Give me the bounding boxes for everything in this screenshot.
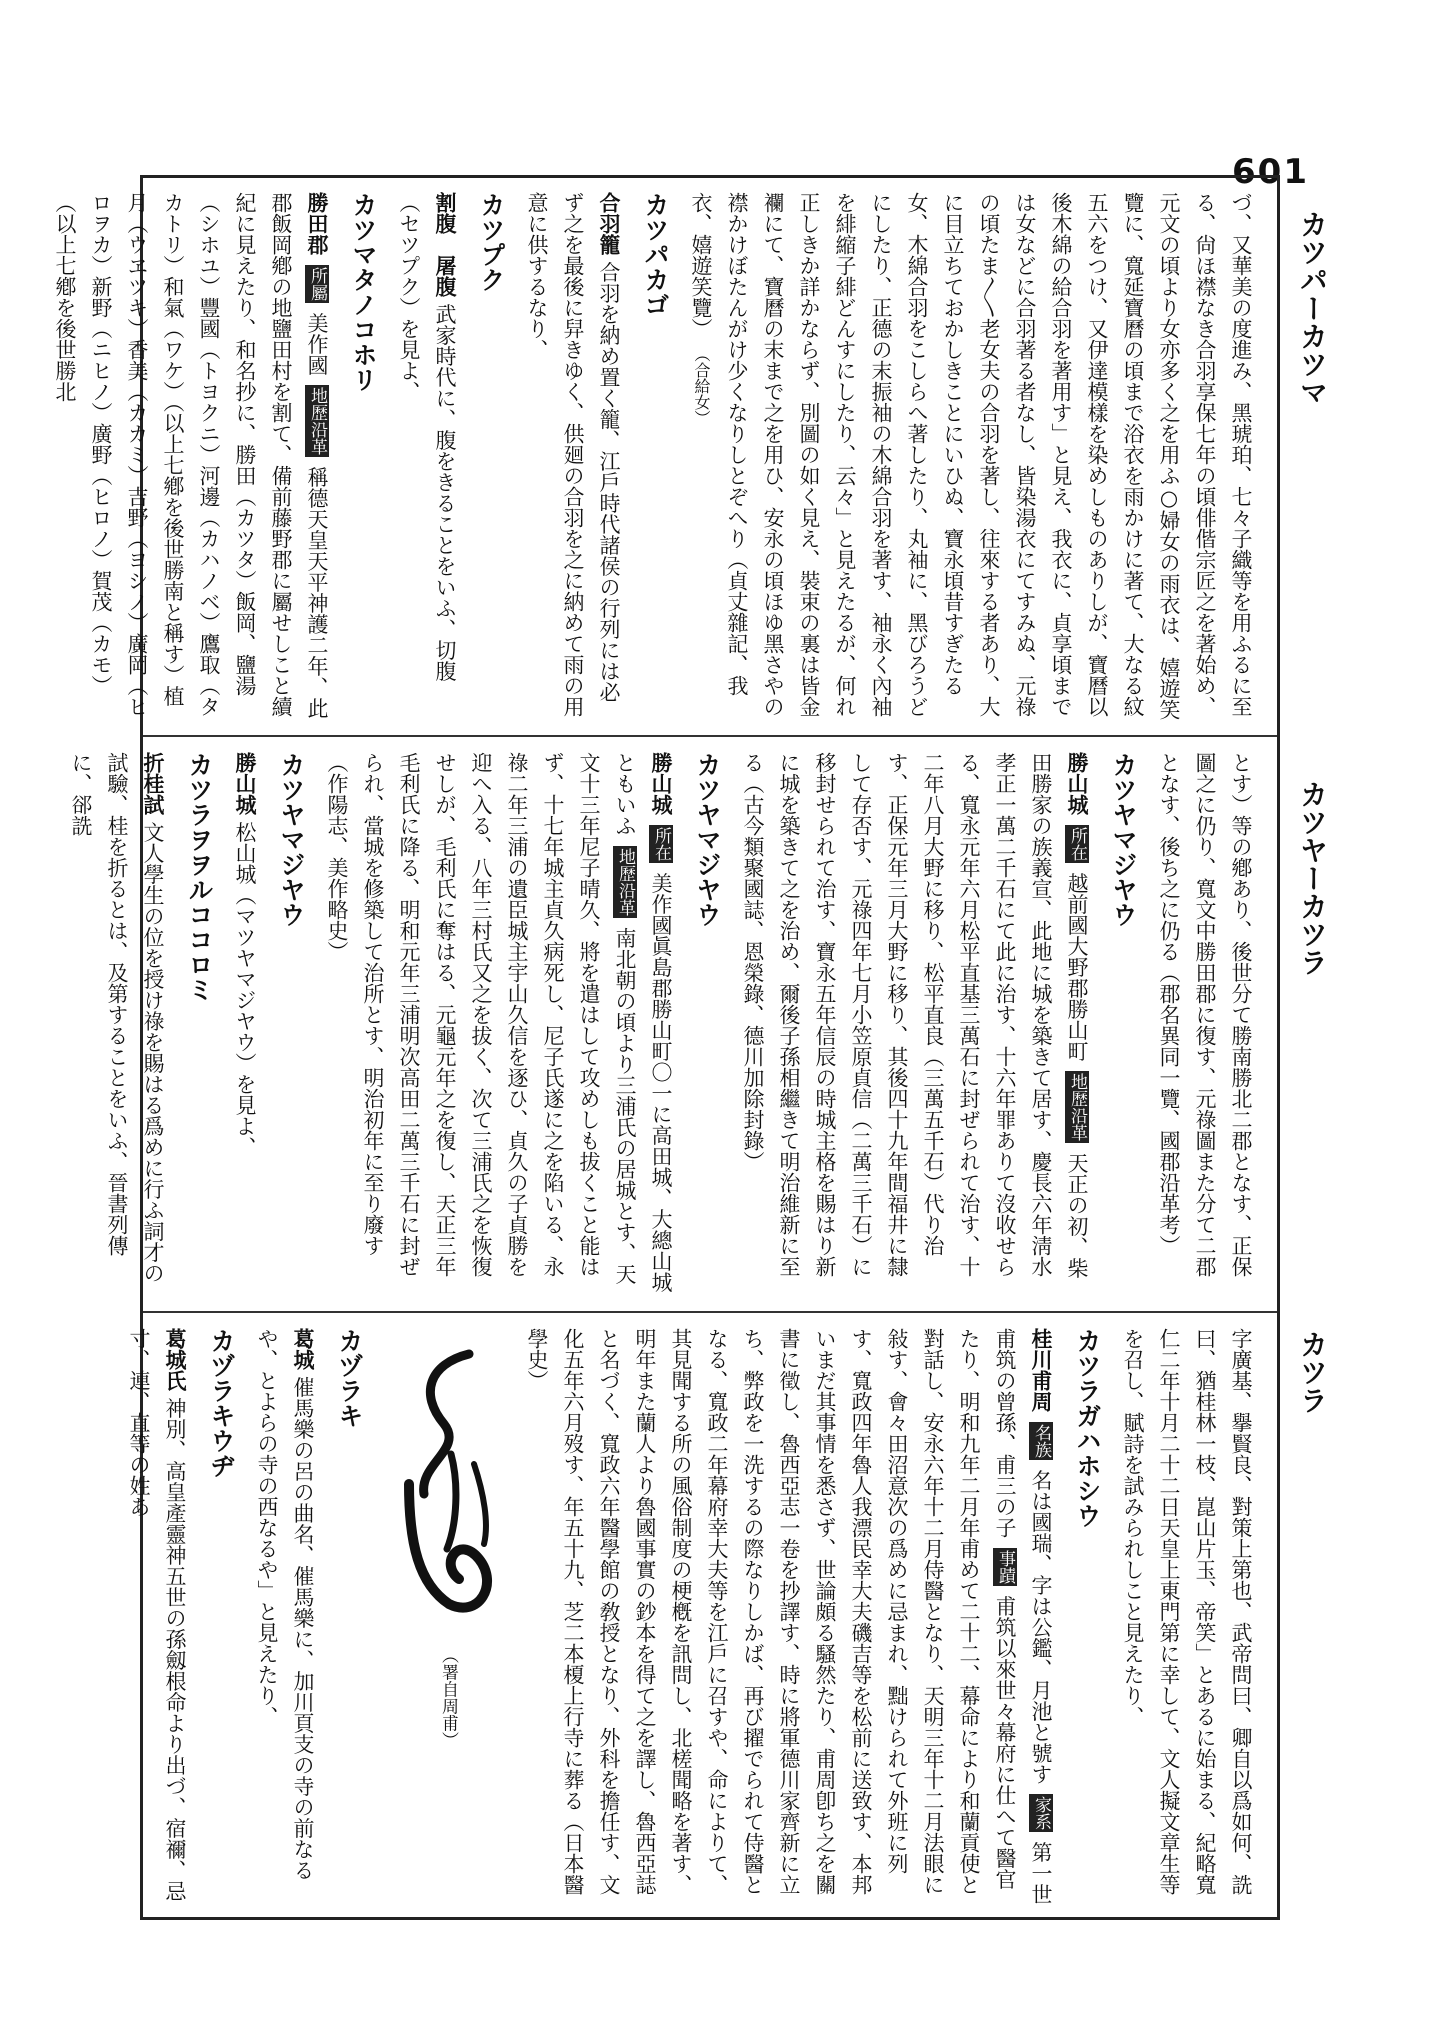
badge-label: 地歷沿革 bbox=[307, 387, 327, 456]
paragraph bbox=[1151, 752, 1259, 1296]
badge-label: 名族 bbox=[1031, 1423, 1051, 1458]
tier-upper bbox=[53, 178, 1277, 734]
entry-kanji: 桂川甫周 bbox=[1029, 1328, 1054, 1412]
entry-katsurawooru bbox=[63, 752, 217, 1296]
entry-katsumatanokohori bbox=[47, 192, 381, 720]
entry-body: 甫筑以來世々幕府に仕へて醫官たり、明和九年二月年甫めて二十二、幕命により和蘭貢使と對話し、安永六年十二月侍醫となり、天明三年十二月法眼に敍す、會々田沼意次の爲めに忌まれ、黜けられて外班に列す、寬政四年魯人我漂民幸大夫磯吉等を松前に送致す、本邦いまだ其事情を悉さず、世論頗る騷然たり、甫周卽ち之を關書に徵し、魯西亞志一卷を抄譯す、時に將軍德川家齊新に立ち、弊政を一洗するの際なりしかば、再び擢でられて侍醫となる、寬政二年幕府幸大夫等を江戶に召すや、命によりて、其見聞する所の風俗制度の梗槪を訊問し、北槎聞略を著す、明年また蘭人より魯國事實の鈔本を得て之を譯し、魯西亞誌と名づく、寬政六年醫學館の敎授となり、外科を擔任す、文化五年六月歿す、年五十九、芝二本榎上行寺に葬る（日本醫學史） bbox=[525, 1328, 1017, 1895]
entry-katsuragawahoshiu bbox=[519, 1328, 1105, 1906]
seal-caption: （署自周甫） bbox=[438, 1646, 458, 1749]
entry-body: 神別、高皇產靈神五世の孫劔根命より出づ、宿禰、忌寸、連、直等の姓あ bbox=[127, 1328, 187, 1902]
entry-headword: カツヤマジヤウ bbox=[277, 752, 306, 927]
entry-kanji: 葛城氏 bbox=[163, 1328, 188, 1391]
body-text: づ、又華美の度進み、黑琥珀、七々子織等を用ふるに至る、尙ほ襟なき合羽享保七年の頃俳偕宗匠之を著始め、元文の頃より女亦多く之を用ふ○婦女の雨衣は、嬉遊笑覽に、寬延寶曆の頃まで浴衣を雨かけに著て、大なる紋五六をつけ、又伊達模樣を染めしものありしが、寶曆以後木綿の給合羽を著用す」と見え、我衣に、貞享頃までは女などに合羽著る者なし、皆染湯衣にてすみぬ、元祿の頃たま〳〵老女夫の合羽を著し、往來する者あり、大に目立ちておかしきことにいひぬ、寶永頃昔すぎたる女、木綿合羽をこしらへ著したり、丸袖に、黑びろうどにしたり、正德の末振袖の木綿合羽を著す、袖永く內袖を緋縮子緋どんすにしたり、云々」と見えたるが、何れ正しきか詳かならず、別圖の如く見え、裝束の裏は皆金襴にて、寶曆の末まで之を用ひ、安永の頃ほゆ黑さやの襟かけぼたんがけ少くなりしとぞへり（貞丈雜記、我衣、嬉遊笑覽） bbox=[689, 192, 1253, 720]
entry-kanji: 勝田郡 bbox=[305, 192, 330, 255]
running-head-upper: カツパーカツマ bbox=[1296, 210, 1329, 406]
entry-katsuyamajiyau-ref bbox=[227, 752, 309, 1296]
entry-headword: カツプク bbox=[477, 192, 506, 292]
entry-body: 稱德天皇天平神護二年、此郡飯岡鄕の地鹽田村を割て、備前藤野郡に屬せしこと續紀に見えたり、和名抄に、勝田（カツタ）飯岡、鹽湯（シホユ）豐國（トヨクニ）河邊（カハノベ）鷹取（タカトリ）和氣（ワケ）（以上七鄕を後世勝南と稱す）植月（ウヱツキ）香美（カカミ）吉野（ヨシノ）廣岡（ヒロヲカ）新野（ニヒノ）廣野（ヒロノ）賀茂（カモ）（以上七鄕を後世勝北 bbox=[53, 192, 329, 719]
entry-headword: カヅラキ bbox=[335, 1328, 364, 1428]
page-number: 601 bbox=[1232, 152, 1309, 192]
page-frame bbox=[53, 175, 1280, 1920]
entry-katsuyamajiyau-echizen bbox=[735, 752, 1141, 1296]
paragraph bbox=[683, 192, 1259, 720]
entry-headword: カツヤマジヤウ bbox=[1109, 752, 1138, 927]
entry-kanji: 割腹 屠腹 bbox=[433, 192, 458, 297]
entry-headword: カヅラキウヂ bbox=[207, 1328, 236, 1478]
entry-headword: カツラヲヲルココロミ bbox=[185, 752, 214, 1002]
paragraph bbox=[1115, 1328, 1259, 1906]
signature-brush-icon bbox=[389, 1334, 507, 1634]
entry-katsuyamajiyau-mimasaka bbox=[319, 752, 725, 1296]
entry-katsupakago bbox=[519, 192, 673, 720]
entry-kanji: 葛城 bbox=[291, 1328, 316, 1370]
entry-body: 武家時代に、腹をきることをいふ、切腹（セツプク）を見よ、 bbox=[397, 192, 457, 682]
running-head-lower: カツラ bbox=[1296, 1330, 1329, 1414]
entry-body: 合羽を納め置く籠、江戶時代諸侯の行列には必ず之を最後に舁きゆく、供廻の合羽を之に納めて雨の用意に供するなり、 bbox=[525, 192, 621, 717]
badge-label: 家系 bbox=[1031, 1796, 1051, 1831]
tier-lower bbox=[127, 1314, 1277, 1920]
entry-body: 美作國 bbox=[305, 312, 329, 376]
entry-kanji: 勝山城 bbox=[233, 752, 258, 815]
badge-label: 事蹟 bbox=[995, 1549, 1015, 1584]
badge-label: 所在 bbox=[1067, 826, 1087, 861]
entry-kazuraki bbox=[249, 1328, 367, 1906]
tier-middle bbox=[69, 738, 1277, 1310]
body-text: 字廣基、擧賢良、對策上第也、武帝問曰、卿自以爲如何、詵曰、猶桂林一枝、崑山片玉、帝笑」とあるに始まる、紀略寬仁二年十月二十二日天皇上東門第に幸して、文人擬文章生等を召し、賦詩を試みられしこと見えたり、 bbox=[1121, 1328, 1253, 1895]
running-head-middle: カツヤーカツラ bbox=[1296, 780, 1329, 976]
entry-kanji: 合羽籠 bbox=[597, 192, 622, 255]
entry-body: 文人學生の位を授け祿を賜はる爲めに行ふ詞才の試驗、桂を折るとは、及第することをいふ、晉書列傳に、郤詵 bbox=[69, 752, 165, 1284]
badge-label: 所屬 bbox=[307, 266, 327, 301]
entry-body: 美作國眞島郡勝山町〇一に高田城、大總山城ともいふ bbox=[613, 752, 673, 1293]
badge-label: 所在 bbox=[651, 826, 671, 861]
badge-label: 地歷沿革 bbox=[615, 847, 635, 916]
entry-kanji: 折桂試 bbox=[141, 752, 166, 815]
entry-kanji: 勝山城 bbox=[649, 752, 674, 815]
entry-body: 松山城（マツヤマジヤウ）を見よ、 bbox=[233, 821, 257, 1158]
entry-body: 天正の初、柴田勝家の族義宣、此地に城を築きて居す、慶長六年淸水孝正一萬二千石にて此に治す、十六年罪ありて沒收せらる、寬永元年六月松平直基三萬石に封ぜられて治す、十二年八月大野に移り、松平直良（三萬五千石）代り治す、正保元年三月大野に移り、其後四十九年間福井に隸して存否す、元祿四年七月小笠原貞信（二萬三千石）に移封せられて治す、寶永五年信辰の時城主格を賜はり新に城を築きて之を治め、爾後子孫相繼きて明治維新に至る（古今類聚國誌、恩榮錄、德川加除封錄） bbox=[741, 752, 1089, 1279]
entry-headword: カツマタノコホリ bbox=[349, 192, 378, 392]
divider bbox=[143, 735, 1277, 737]
entry-headword: カツヤマジヤウ bbox=[693, 752, 722, 927]
entry-headword: カツラガハホシウ bbox=[1073, 1328, 1102, 1528]
divider bbox=[143, 1311, 1277, 1313]
entry-body: 越前國大野郡勝山町 bbox=[1065, 872, 1089, 1062]
figure-note: （合給女） bbox=[692, 345, 711, 426]
entry-kanji: 勝山城 bbox=[1065, 752, 1090, 815]
entry-headword: カツパカゴ bbox=[641, 192, 670, 317]
entry-body: 南北朝の頃より三浦氏の居城とす、天文十三年尼子晴久、將を遣はして攻めしも拔くこと能はず、十七年城主貞久病死し、尼子氏遂に之を陷いる、永祿二年三浦の遺臣城主宇山久信を逐ひ、貞久の子貞勝を迎へ入る、八年三村氏又之を拔く、次て三浦氏之を恢復せしが、毛利氏に奪はる、元龜元年之を復し、天正三年毛利氏に降る、明和元年三浦明次高田二萬三千石に封ぜられ、當城を修築して治所とす、明治初年に至り廢す（作陽志、美作略史） bbox=[325, 752, 637, 1285]
entry-katsupuku bbox=[391, 192, 509, 720]
entry-body: 催馬樂の呂の曲名、催馬樂に、加川頁支の寺の前なるや、とよらの寺の西なるや」と見えたり、 bbox=[255, 1328, 315, 1881]
signature-seal bbox=[389, 1334, 507, 1634]
badge-label: 地歷沿革 bbox=[1067, 1073, 1087, 1142]
body-text: とす）等の鄕あり、後世分て勝南勝北二郡となす、正保圖之に仍り、寬文中勝田郡に復す、元祿圖また分て二郡となす、後ち之に仍る（郡名異同一覽、國郡沿革考） bbox=[1157, 752, 1253, 1277]
entry-kazurakiuji bbox=[121, 1328, 239, 1906]
entry-body: 第一世甫筑の曾孫、甫三の子 bbox=[993, 1328, 1053, 1905]
entry-body: 名は國瑞、字は公鑑、月池と號す bbox=[1029, 1469, 1053, 1785]
seal-block bbox=[377, 1328, 519, 1906]
